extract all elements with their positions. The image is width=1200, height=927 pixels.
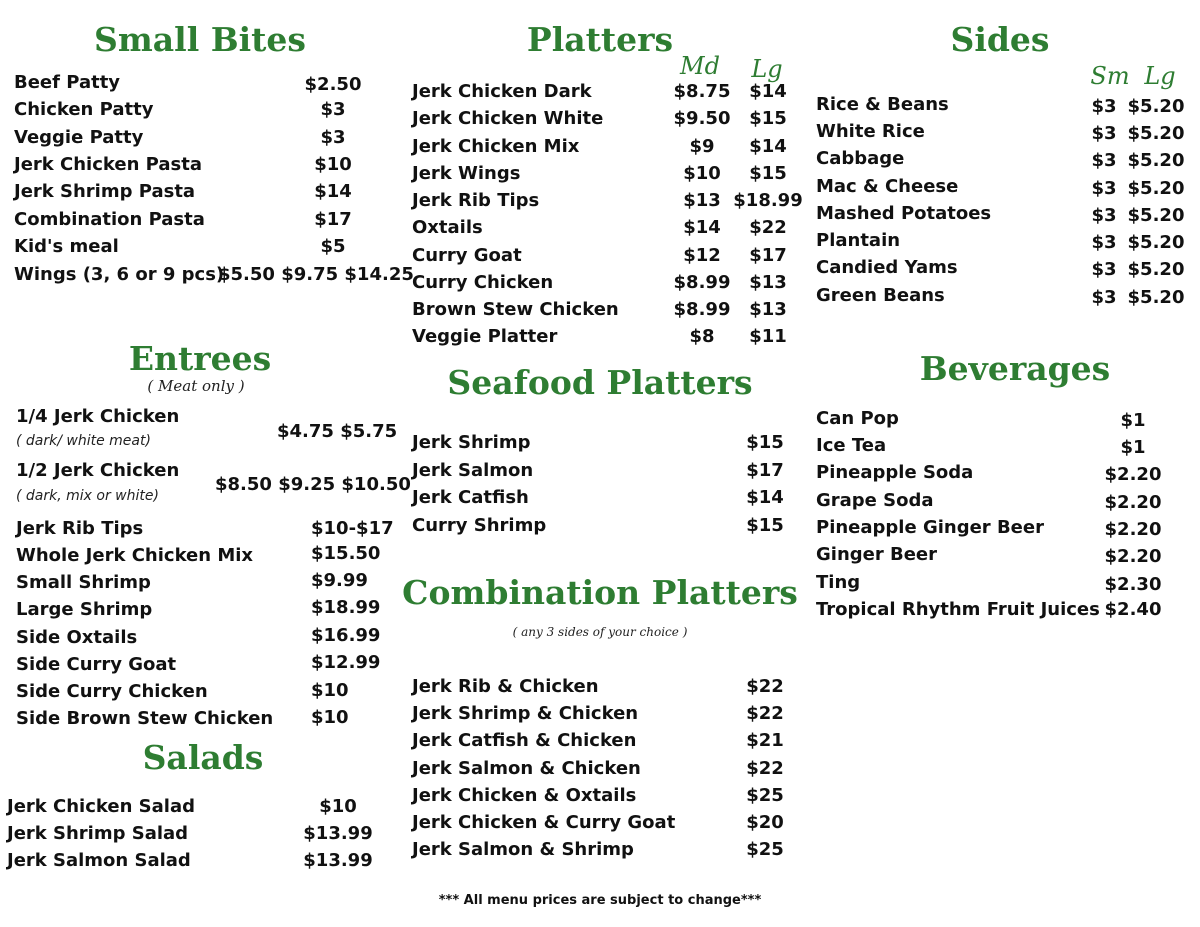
menu-item-price: $5 <box>320 236 346 257</box>
menu-item-price: $2.40 <box>1104 599 1162 620</box>
menu-item-name: Grape Soda <box>816 490 934 511</box>
menu-item-name: 1/4 Jerk Chicken <box>16 406 180 427</box>
menu-item-price: $16.99 <box>311 625 381 646</box>
menu-item-price: $12.99 <box>311 652 381 673</box>
menu-item-name: Cabbage <box>816 148 905 169</box>
menu-item-price-lg: $18.99 <box>733 190 803 211</box>
menu-item-name: Mac & Cheese <box>816 176 959 197</box>
menu-item-name: Wings (3, 6 or 9 pcs) <box>14 264 225 285</box>
menu-item-name: Kid's meal <box>14 236 119 257</box>
menu-item-price: $1 <box>1120 410 1146 431</box>
menu-item-price: $10 <box>319 796 357 817</box>
seafood-platters-heading: Seafood Platters <box>447 363 753 402</box>
menu-item-name: Curry Shrimp <box>412 515 547 536</box>
menu-item-price: $21 <box>746 730 784 751</box>
menu-item-name: Jerk Chicken Pasta <box>14 154 202 175</box>
menu-item-price: $17 <box>314 209 352 230</box>
menu-item-name: Jerk Chicken Salad <box>7 796 195 817</box>
menu-item-price: $22 <box>746 758 784 779</box>
menu-item-price-md: $10 <box>683 163 721 184</box>
menu-item-name: Jerk Shrimp Salad <box>7 823 189 844</box>
menu-item-price: $2.20 <box>1104 492 1162 513</box>
menu-item-price: $8.50 $9.25 $10.50 <box>215 474 411 495</box>
menu-item-name: Veggie Patty <box>14 127 144 148</box>
menu-item-name: Rice & Beans <box>816 94 949 115</box>
menu-item-name: Jerk Salmon Salad <box>7 850 191 871</box>
menu-item-name: Pineapple Ginger Beer <box>816 517 1044 538</box>
entrees-note: ( Meat only ) <box>147 377 245 395</box>
menu-item-price-sm: $3 <box>1091 205 1117 226</box>
menu-item-price-lg: $14 <box>749 136 787 157</box>
menu-item-name: Jerk Salmon <box>412 460 534 481</box>
menu-item-name: Jerk Shrimp Pasta <box>14 181 196 202</box>
menu-item-price: $25 <box>746 785 784 806</box>
menu-item-price: $13.99 <box>303 823 373 844</box>
menu-item-name: Beef Patty <box>14 72 121 93</box>
menu-item-name: Jerk Chicken Dark <box>412 81 592 102</box>
menu-item-price: $10-$17 <box>311 518 394 539</box>
menu-item-price: $15 <box>746 432 784 453</box>
menu-item-name: Curry Goat <box>412 245 522 266</box>
menu-item-price-sm: $3 <box>1091 259 1117 280</box>
menu-item-note: ( dark, mix or white) <box>16 488 159 504</box>
menu-item-price: $3 <box>320 99 346 120</box>
menu-item-price-lg: $5.20 <box>1127 287 1185 308</box>
combination-platters-heading: Combination Platters <box>402 573 798 612</box>
menu-item-name: Whole Jerk Chicken Mix <box>16 545 254 566</box>
menu-item-price-lg: $17 <box>749 245 787 266</box>
menu-item-price-md: $8.99 <box>673 299 731 320</box>
menu-item-price-md: $8.75 <box>673 81 731 102</box>
menu-item-price: $15.50 <box>311 543 381 564</box>
menu-item-name: Ice Tea <box>816 435 887 456</box>
menu-item-price: $4.75 $5.75 <box>277 421 398 442</box>
menu-item-name: Side Curry Goat <box>16 654 177 675</box>
menu-item-price-sm: $3 <box>1091 150 1117 171</box>
platters-heading: Platters <box>526 20 674 59</box>
price-disclaimer: *** All menu prices are subject to change*** <box>438 893 762 908</box>
menu-item-price: $2.50 <box>304 74 362 95</box>
menu-item-price: $25 <box>746 839 784 860</box>
menu-item-price: $22 <box>746 676 784 697</box>
small-bites-heading: Small Bites <box>94 20 306 59</box>
menu-item-price-sm: $3 <box>1091 178 1117 199</box>
menu-item-name: Candied Yams <box>816 257 958 278</box>
menu-item-price-lg: $15 <box>749 163 787 184</box>
menu-item-name: Large Shrimp <box>16 599 153 620</box>
menu-item-name: Jerk Rib & Chicken <box>412 676 599 697</box>
menu-item-name: Curry Chicken <box>412 272 554 293</box>
menu-item-price: $14 <box>746 487 784 508</box>
menu-item-name: Jerk Shrimp <box>412 432 531 453</box>
menu-item-price: $17 <box>746 460 784 481</box>
menu-item-name: White Rice <box>816 121 925 142</box>
menu-item-price: $2.20 <box>1104 546 1162 567</box>
menu-item-name: Oxtails <box>412 217 483 238</box>
menu-item-name: 1/2 Jerk Chicken <box>16 460 180 481</box>
menu-item-price: $2.30 <box>1104 574 1162 595</box>
menu-item-price-lg: $11 <box>749 326 787 347</box>
menu-item-price-lg: $13 <box>749 299 787 320</box>
menu-item-name: Jerk Chicken Mix <box>412 136 580 157</box>
menu-item-price-md: $9 <box>689 136 715 157</box>
menu-item-name: Ting <box>816 572 861 593</box>
menu-item-price-lg: $5.20 <box>1127 96 1185 117</box>
menu-item-price: $20 <box>746 812 784 833</box>
menu-item-price: $10 <box>314 154 352 175</box>
sides-lg-label: Lg <box>1144 62 1176 90</box>
menu-item-price: $15 <box>746 515 784 536</box>
menu-item-price-lg: $5.20 <box>1127 150 1185 171</box>
menu-item-name: Jerk Rib Tips <box>16 518 144 539</box>
menu-item-name: Jerk Wings <box>412 163 521 184</box>
entrees-heading: Entrees <box>128 339 272 378</box>
menu-item-name: Jerk Chicken & Curry Goat <box>412 812 676 833</box>
menu-item-price: $2.20 <box>1104 464 1162 485</box>
menu-item-name: Jerk Shrimp & Chicken <box>412 703 639 724</box>
menu-item-price: $1 <box>1120 437 1146 458</box>
menu-item-name: Jerk Rib Tips <box>412 190 540 211</box>
menu-item-price-sm: $3 <box>1091 96 1117 117</box>
menu-item-name: Jerk Catfish & Chicken <box>412 730 637 751</box>
menu-item-name: Jerk Salmon & Chicken <box>412 758 641 779</box>
menu-item-price-md: $8.99 <box>673 272 731 293</box>
menu-item-price: $3 <box>320 127 346 148</box>
menu-item-price: $22 <box>746 703 784 724</box>
platters-md-label: Md <box>680 52 720 80</box>
menu-item-name: Side Oxtails <box>16 627 138 648</box>
menu-item-price-lg: $5.20 <box>1127 205 1185 226</box>
menu-item-price-md: $13 <box>683 190 721 211</box>
menu-item-price-sm: $3 <box>1091 232 1117 253</box>
sides-sm-label: Sm <box>1090 62 1130 90</box>
beverages-heading: Beverages <box>919 349 1111 388</box>
menu-item-name: Pineapple Soda <box>816 462 974 483</box>
menu-item-price-sm: $3 <box>1091 123 1117 144</box>
menu-item-price: $14 <box>314 181 352 202</box>
menu-item-price-lg: $5.20 <box>1127 123 1185 144</box>
menu-item-price-lg: $15 <box>749 108 787 129</box>
menu-item-name: Combination Pasta <box>14 209 205 230</box>
menu-item-name: Green Beans <box>816 285 945 306</box>
platters-lg-label: Lg <box>751 55 783 83</box>
menu-item-price: $9.99 <box>311 570 368 591</box>
menu-item-name: Brown Stew Chicken <box>412 299 619 320</box>
menu-item-price-md: $8 <box>689 326 715 347</box>
menu-item-price-md: $9.50 <box>673 108 731 129</box>
sides-heading: Sides <box>950 20 1050 59</box>
menu-item-price: $2.20 <box>1104 519 1162 540</box>
menu-item-price-lg: $22 <box>749 217 787 238</box>
menu-item-price-lg: $5.20 <box>1127 232 1185 253</box>
menu-item-price-lg: $14 <box>749 81 787 102</box>
menu-item-name: Plantain <box>816 230 901 251</box>
menu-item-price-md: $14 <box>683 217 721 238</box>
menu-item-name: Jerk Chicken & Oxtails <box>412 785 637 806</box>
menu-item-price: $10 <box>311 707 349 728</box>
menu-item-name: Side Brown Stew Chicken <box>16 708 274 729</box>
menu-item-price-lg: $5.20 <box>1127 259 1185 280</box>
salads-heading: Salads <box>142 738 264 777</box>
menu-item-price: $5.50 $9.75 $14.25 <box>218 264 414 285</box>
menu-item-price: $10 <box>311 680 349 701</box>
menu-item-name: Small Shrimp <box>16 572 151 593</box>
menu-item-name: Ginger Beer <box>816 544 938 565</box>
menu-item-price: $18.99 <box>311 597 381 618</box>
menu-item-name: Jerk Salmon & Shrimp <box>412 839 634 860</box>
combination-note: ( any 3 sides of your choice ) <box>512 625 688 639</box>
menu-item-name: Side Curry Chicken <box>16 681 208 702</box>
menu-item-price-lg: $13 <box>749 272 787 293</box>
menu-item-name: Veggie Platter <box>412 326 558 347</box>
menu-item-name: Jerk Chicken White <box>412 108 604 129</box>
menu-item-price: $13.99 <box>303 850 373 871</box>
menu-item-name: Can Pop <box>816 408 899 429</box>
menu-item-name: Tropical Rhythm Fruit Juices <box>816 599 1100 620</box>
menu-item-name: Jerk Catfish <box>412 487 529 508</box>
menu-item-name: Mashed Potatoes <box>816 203 992 224</box>
menu-item-note: ( dark/ white meat) <box>16 433 151 449</box>
menu-item-price-lg: $5.20 <box>1127 178 1185 199</box>
menu-item-name: Chicken Patty <box>14 99 154 120</box>
menu-item-price-sm: $3 <box>1091 287 1117 308</box>
menu-item-price-md: $12 <box>683 245 721 266</box>
